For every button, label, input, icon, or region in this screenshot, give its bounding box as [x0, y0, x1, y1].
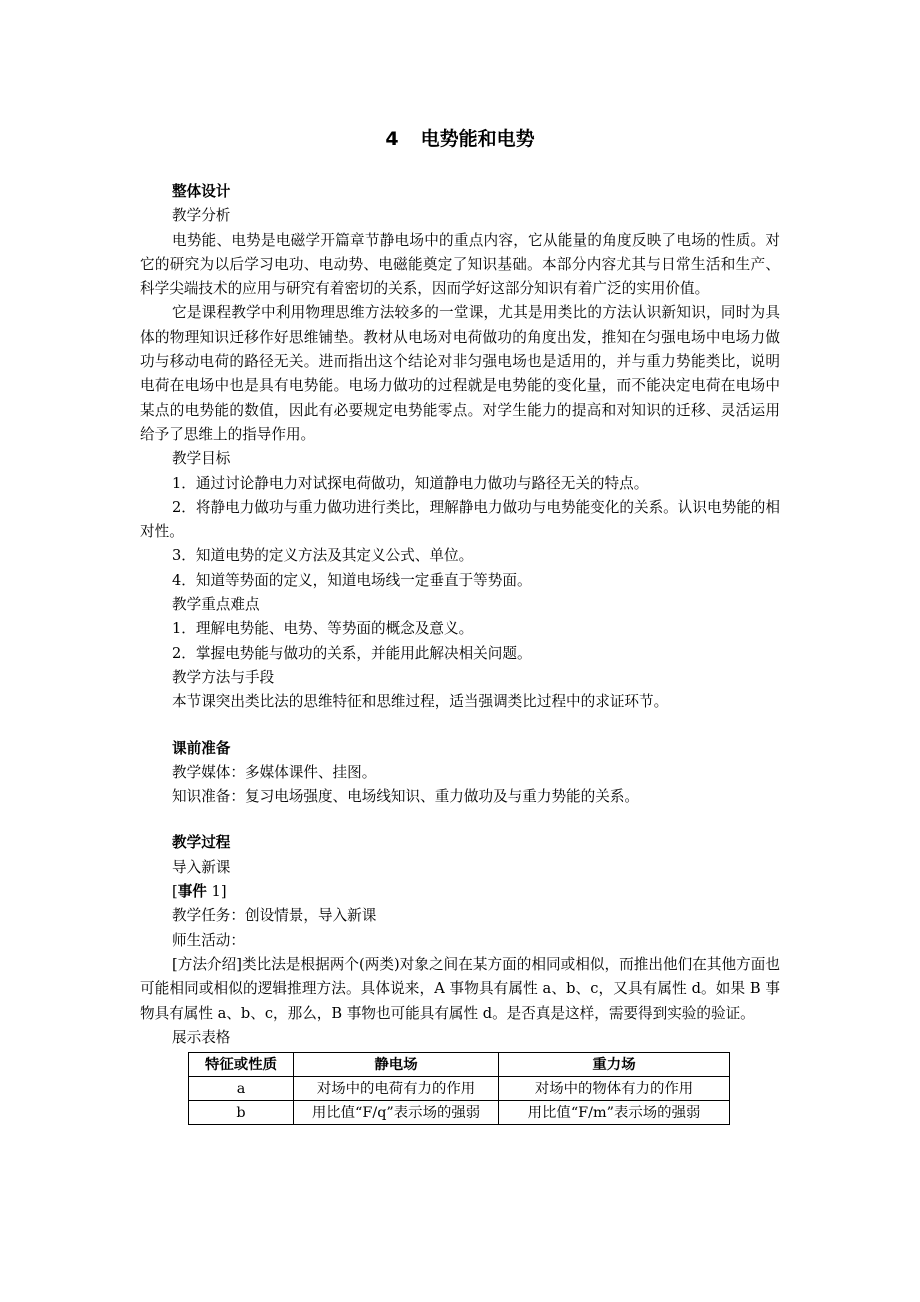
table-cell: 用比值“F/m”表示场的强弱	[499, 1101, 730, 1125]
table-header-row	[189, 1053, 730, 1077]
document-body	[140, 180, 780, 1125]
title-number: 4	[385, 128, 399, 150]
goal-item: 2．将静电力做功与重力做功进行类比，理解静电力做功与电势能变化的关系。认识电势能的相对性。	[140, 498, 780, 541]
section-heading-preparation: 课前准备	[172, 739, 231, 757]
goal-item: 4．知道等势面的定义，知道电场线一定垂直于等势面。	[172, 571, 532, 589]
key-point-item: 2．掌握电势能与做功的关系，并能用此解决相关问题。	[172, 644, 532, 662]
goal-item: 1．通过讨论静电力对试探电荷做功，知道静电力做功与路径无关的特点。	[172, 474, 649, 492]
table-cell: 对场中的电荷有力的作用	[294, 1077, 499, 1101]
key-point-item: 1．理解电势能、电势、等势面的概念及意义。	[172, 620, 474, 638]
section-heading-overall-design: 整体设计	[172, 183, 231, 200]
table-row	[189, 1101, 730, 1125]
goal-item: 3．知道电势的定义方法及其定义公式、单位。	[172, 547, 474, 565]
analysis-paragraph-2: 它是课程教学中利用物理思维方法较多的一堂课，尤其是用类比的方法认识新知识，同时为具体的物理知识迁移作好思维铺垫。教材从电场对电荷做功的角度出发，推知在匀强电场中电场力做功与移动电荷的路径无关。进而指出这个结论对非匀强电场也是适用的，并与重力势能类比，说明电荷在电场中也是具有电势能。电场力做功的过程就是电势能的变化量，而不能决定电荷在电场中某点的电势能的数值，因此有必要规定电势能零点。对学生能力的提高和对知识的迁移、灵活运用给予了思维上的指导作用。	[140, 304, 780, 443]
teaching-task: 教学任务：创设情景，导入新课	[172, 907, 377, 925]
table-cell: a	[189, 1077, 294, 1101]
table-caption: 展示表格	[172, 1028, 231, 1046]
subheading-teaching-goals: 教学目标	[172, 450, 231, 468]
table-row	[189, 1077, 730, 1101]
event-label: [事件 1]	[172, 883, 227, 901]
subheading-teaching-analysis: 教学分析	[172, 207, 231, 225]
title-text: 电势能和电势	[420, 128, 535, 150]
subheading-key-points: 教学重点难点	[172, 596, 260, 614]
analysis-paragraph-1: 电势能、电势是电磁学开篇章节静电场中的重点内容，它从能量的角度反映了电场的性质。对它的研究为以后学习电功、电动势、电磁能奠定了知识基础。本部分内容尤其与日常生活和生产、科学尖端技术的应用与研究有着密切的关系，因而学好这部分知识有着广泛的实用价值。	[140, 231, 780, 298]
subheading-introduction: 导入新课	[172, 858, 231, 876]
prep-knowledge: 知识准备：复习电场强度、电场线知识、重力做功及与重力势能的关系。	[172, 788, 640, 806]
method-introduction-paragraph: [方法介绍]类比法是根据两个(两类)对象之间在某方面的相同或相似，而推出他们在其他方面也可能相同或相似的逻辑推理方法。具体说来，A 事物具有属性 a、b、c，又具有属性 d。如果 B 事物具有属性 a、b、c，那么，B 事物也可能具有属性 d。是否真是这样，需要得到实验的验证。	[140, 955, 780, 1022]
table-cell: b	[189, 1101, 294, 1125]
page-title	[0, 124, 920, 151]
table-cell: 对场中的物体有力的作用	[499, 1077, 730, 1101]
prep-media: 教学媒体：多媒体课件、挂图。	[172, 763, 377, 781]
table-header-cell: 特征或性质	[189, 1053, 294, 1077]
subheading-teaching-methods: 教学方法与手段	[172, 668, 275, 686]
table-cell: 用比值“F/q”表示场的强弱	[294, 1101, 499, 1125]
teacher-student-activity: 师生活动：	[172, 931, 245, 949]
methods-text: 本节课突出类比法的思维特征和思维过程，适当强调类比过程中的求证环节。	[172, 693, 669, 711]
table-header-cell: 重力场	[499, 1053, 730, 1077]
section-heading-teaching-process: 教学过程	[172, 834, 231, 852]
table-header-cell: 静电场	[294, 1053, 499, 1077]
comparison-table	[188, 1052, 730, 1125]
